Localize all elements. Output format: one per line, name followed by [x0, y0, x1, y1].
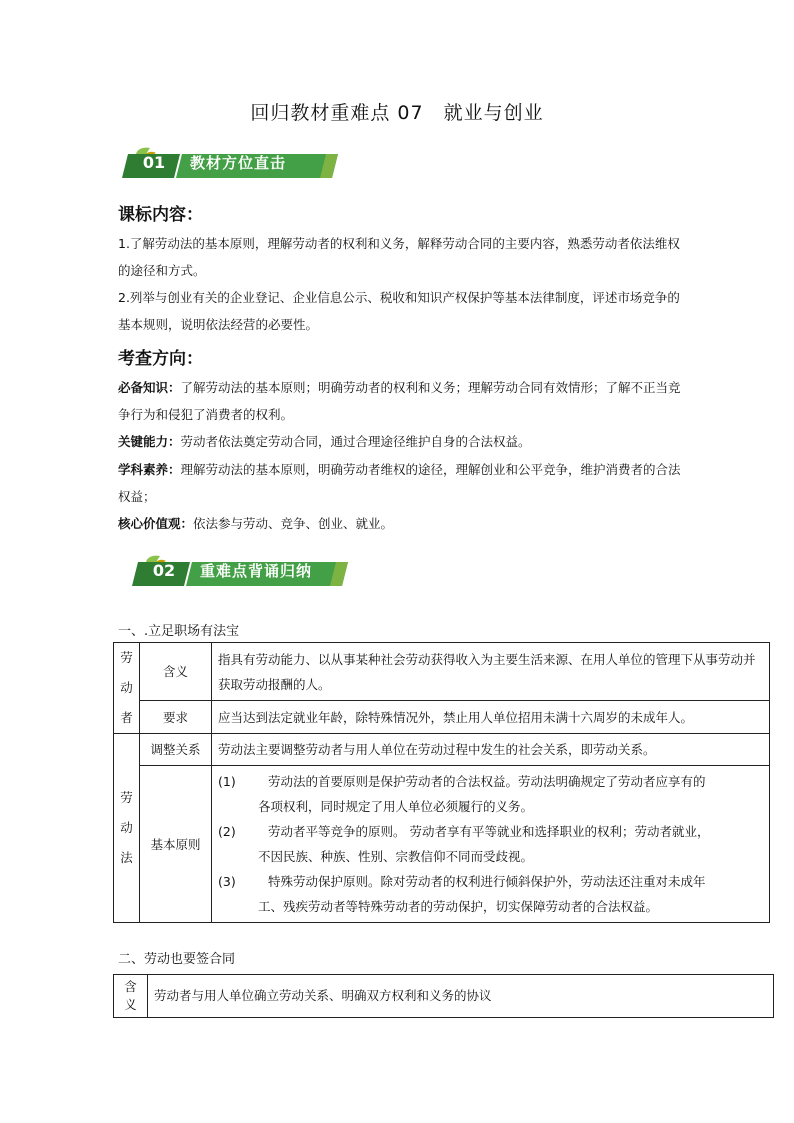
- row-text: 应当达到法定就业年龄，除特殊情况外，禁止用人单位招用未满十六周岁的未成年人。: [212, 701, 770, 734]
- table-row: [114, 701, 770, 734]
- kaocha-item: 关键能力：劳动者依法奠定劳动合同，通过合理途径维护自身的合法权益。: [118, 434, 531, 449]
- document-title: 回归教材重难点 07 就业与创业: [250, 102, 544, 124]
- kaocha-label: 学科素养: [118, 462, 169, 477]
- group-cell-laborer: 劳 动 者: [114, 643, 140, 734]
- kaocha-item: 必备知识：了解劳动法的基本原则；明确劳动者的权利和义务；理解劳动合同有效情形；了解不正当竞争行为和侵犯了消费者的权利。: [118, 380, 681, 422]
- section-title-2: 二、劳动也要签合同: [118, 952, 236, 967]
- kaocha-item: 学科素养：理解劳动法的基本原则，明确劳动者维权的途径，理解创业和公平竞争，维护消费者的合法权益；: [118, 462, 681, 504]
- banner-label: 重难点背诵归纳: [200, 562, 313, 580]
- banner-label: 教材方位直击: [190, 154, 287, 172]
- contract-table: [113, 974, 774, 1018]
- row-label: 要求: [140, 701, 212, 734]
- row-text: 指具有劳动能力、以从事某种社会劳动获得收入为主要生活来源、在用人单位的管理下从事劳动并获取劳动报酬的人。: [212, 643, 770, 701]
- kebiao-item-2: 2.列举与创业有关的企业登记、企业信息公示、税收和知识产权保护等基本法律制度，评述市场竞争的基本规则，说明依法经营的必要性。: [118, 290, 680, 332]
- section-banner-02: [128, 554, 358, 588]
- kaocha-label: 关键能力: [118, 434, 169, 449]
- row-text: 劳动法主要调整劳动者与用人单位在劳动过程中发生的社会关系，即劳动关系。: [212, 734, 770, 766]
- banner-number: 01: [142, 153, 166, 172]
- group-cell-labor-law: 劳 动 法: [114, 734, 140, 923]
- row-label: 含义: [114, 975, 148, 1018]
- row-text: 劳动者与用人单位确立劳动关系、明确双方权利和义务的协议: [148, 975, 774, 1018]
- row-label: 调整关系: [140, 734, 212, 766]
- kebiao-item-1: 1.了解劳动法的基本原则，理解劳动者的权利和义务，解释劳动合同的主要内容，熟悉劳动者依法维权的途径和方式。: [118, 236, 680, 278]
- principles-cell: [212, 766, 770, 923]
- principle-item: (3) 特殊劳动保护原则。除对劳动者的权利进行倾斜保护外，劳动法还注重对未成年 工、残疾劳动者等特殊劳动者的劳动保护，切实保障劳动者的合法权益。: [218, 874, 706, 914]
- principle-item: (1) 劳动法的首要原则是保护劳动者的合法权益。劳动法明确规定了劳动者应享有的 各项权利，同时规定了用人单位必须履行的义务。: [218, 774, 706, 814]
- kaocha-label: 核心价值观: [118, 516, 181, 531]
- kaocha-heading: 考查方向：: [118, 349, 203, 369]
- table-row: [114, 734, 770, 766]
- labor-law-table: [113, 642, 770, 923]
- kaocha-item: 核心价值观：依法参与劳动、竞争、创业、就业。: [118, 516, 394, 531]
- principle-item: (2) 劳动者平等竞争的原则。 劳动者享有平等就业和选择职业的权利；劳动者就业， 不因民族、种族、性别、宗教信仰不同而受歧视。: [218, 824, 710, 864]
- row-label: 含义: [140, 643, 212, 701]
- kaocha-label: 必备知识: [118, 380, 169, 395]
- section-title-1: 一、.立足职场有法宝: [118, 624, 240, 639]
- table-row: [114, 975, 774, 1018]
- row-label: 基本原则: [140, 766, 212, 923]
- section-banner-01: [118, 146, 348, 180]
- banner-number: 02: [152, 561, 176, 580]
- kebiao-heading: 课标内容：: [118, 205, 203, 225]
- table-row: [114, 643, 770, 701]
- table-row: [114, 766, 770, 923]
